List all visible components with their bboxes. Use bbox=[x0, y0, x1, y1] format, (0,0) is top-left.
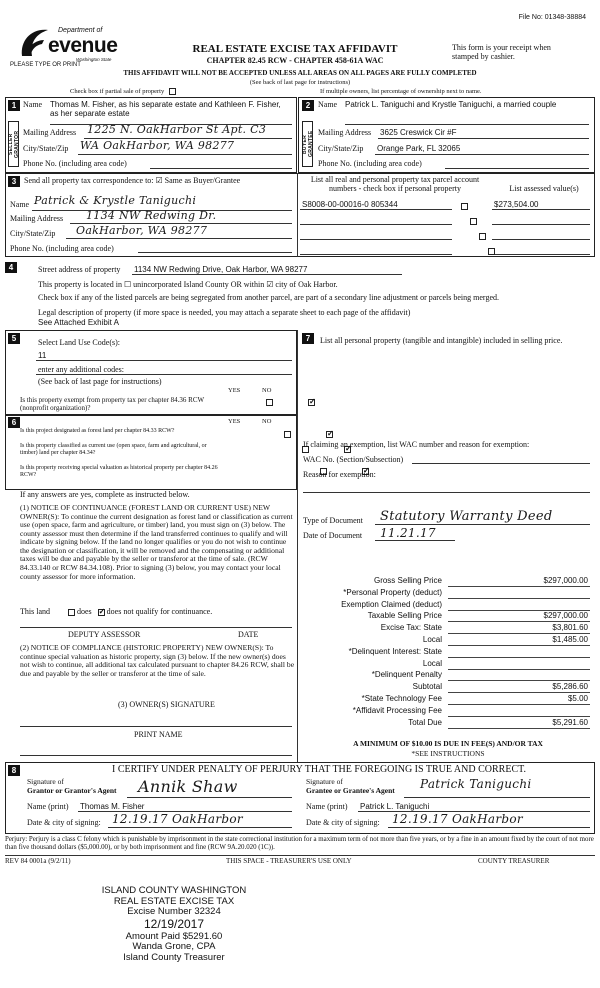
buyer-mailing: 3625 Creswick Cir #F bbox=[380, 128, 457, 137]
seller-city: WA OakHarbor, WA 98277 bbox=[80, 139, 235, 152]
seller-phone-label: Phone No. (including area code) bbox=[23, 159, 127, 168]
owner-signature-label: (3) OWNER(S) SIGNATURE bbox=[118, 700, 215, 709]
financial-label: *Affidavit Processing Fee bbox=[352, 705, 442, 715]
s6-no: NO bbox=[262, 418, 272, 425]
grantee-name: Patrick L. Taniguchi bbox=[360, 802, 430, 811]
financial-underline bbox=[448, 728, 590, 729]
grantor-sig-label-2: Grantor or Grantor's Agent bbox=[27, 785, 117, 795]
grantor-date-label: Date & city of signing: bbox=[27, 818, 101, 827]
does-label: does bbox=[77, 607, 92, 616]
legal-description: See Attached Exhibit A bbox=[38, 318, 119, 327]
exempt-no-checkbox[interactable] bbox=[308, 399, 315, 406]
print-name-label: PRINT NAME bbox=[134, 730, 183, 739]
stamp-line-1: ISLAND COUNTY WASHINGTON bbox=[101, 885, 247, 896]
s3-name: Patrick & Krystle Taniguchi bbox=[34, 194, 197, 207]
grantor-sig-label bbox=[27, 778, 117, 795]
buyer-phone-label: Phone No. (including area code) bbox=[318, 159, 422, 168]
financial-label: Excise Tax: State bbox=[380, 623, 442, 633]
wac-label: WAC No. (Section/Subsection) bbox=[303, 455, 404, 464]
street-address: 1134 NW Redwing Drive, Oak Harbor, WA 98277 bbox=[134, 265, 308, 274]
financial-label: *Delinquent Interest: State bbox=[348, 646, 442, 656]
does-not-label: does not bbox=[106, 607, 134, 616]
s5-see-back: (See back of last page for instructions) bbox=[38, 377, 162, 386]
s3-phone-label: Phone No. (including area code) bbox=[10, 244, 114, 253]
s5-yes: YES bbox=[228, 387, 241, 394]
section-3-number: 3 bbox=[8, 176, 20, 187]
certify-statement: I CERTIFY UNDER PENALTY OF PERJURY THAT THE FOREGOING IS TRUE AND CORRECT. bbox=[112, 764, 526, 775]
grantor-name: Thomas M. Fisher bbox=[80, 802, 145, 811]
file-number: File No: 01348-38884 bbox=[518, 14, 586, 21]
stamp-line-3: Excise Number 32324 bbox=[127, 906, 221, 918]
stamp-line-4: 12/19/2017 bbox=[143, 917, 205, 932]
parcel-header: List all real and personal property tax parcel account numbers - check box if personal property bbox=[310, 175, 480, 194]
if-yes-note: If any answers are yes, complete as instructed below. bbox=[20, 490, 190, 499]
s3-mailing-label: Mailing Address bbox=[10, 214, 64, 223]
financial-value: $3,801.60 bbox=[552, 623, 588, 633]
receipt-note: This form is your receipt when stamped by cashier. bbox=[452, 43, 551, 62]
forest-yes-checkbox[interactable] bbox=[284, 431, 291, 438]
seller-mailing-label: Mailing Address bbox=[23, 128, 77, 137]
exemption-label: If claiming an exemption, list WAC number and reason for exemption: bbox=[303, 440, 530, 449]
stamp-line-7: Island County Treasurer bbox=[123, 952, 225, 964]
parcel-personal-checkbox-4[interactable] bbox=[488, 248, 495, 255]
financial-label: Taxable Selling Price bbox=[367, 611, 442, 621]
minimum-due-note: A MINIMUM OF $10.00 IS DUE IN FEE(S) AND/OR TAX bbox=[353, 739, 543, 748]
parcel-personal-checkbox-2[interactable] bbox=[470, 218, 477, 225]
financial-row bbox=[300, 588, 596, 599]
doc-date-label: Date of Document bbox=[303, 531, 363, 540]
seller-name-label: Name bbox=[23, 100, 43, 109]
form-title: REAL ESTATE EXCISE TAX AFFIDAVIT bbox=[192, 43, 398, 55]
additional-codes-label: enter any additional codes: bbox=[38, 365, 124, 374]
financial-row bbox=[300, 682, 596, 693]
financial-row bbox=[300, 623, 596, 634]
grantor-sig-label-1: Signature of bbox=[27, 777, 64, 786]
financial-row bbox=[300, 694, 596, 705]
financial-label: Total Due bbox=[408, 717, 442, 727]
land-does-not-checkbox[interactable] bbox=[98, 609, 105, 616]
section-1-number: 1 bbox=[8, 100, 20, 111]
financial-value: $5,291.60 bbox=[552, 717, 588, 727]
financial-value: $297,000.00 bbox=[543, 611, 588, 621]
section-5-number: 5 bbox=[8, 333, 20, 344]
grantor-name-label: Name (print) bbox=[27, 802, 69, 811]
treasurer-use-only: THIS SPACE - TREASURER'S USE ONLY bbox=[226, 857, 352, 865]
seller-sidebar: SELLER GRANTOR bbox=[8, 121, 19, 167]
segregated-checkbox-label: Check box if any of the listed parcels are being segregated from another parcel, are part of a secondary line adjustment or parcels being merged. bbox=[38, 293, 499, 302]
exempt-question: Is this property exempt from property tax per chapter 84.36 RCW (nonprofit organization)? bbox=[20, 396, 204, 413]
buyer-name-label: Name bbox=[318, 100, 338, 109]
form-chapter: CHAPTER 82.45 RCW - CHAPTER 458-61A WAC bbox=[206, 56, 384, 65]
legal-description-label: Legal description of property (if more space is needed, you may attach a separate sheet to each page of the affidavit) bbox=[38, 308, 411, 317]
grantee-sig-label-2: Grantee or Grantee's Agent bbox=[306, 785, 395, 795]
grantor-date-city: 12.19.17 OakHarbor bbox=[112, 812, 243, 826]
personal-property-label: List all personal property (tangible and intangible) included in selling price. bbox=[320, 336, 563, 345]
financial-label: *Delinquent Penalty bbox=[371, 670, 442, 680]
grantee-signature: Patrick Taniguchi bbox=[420, 777, 532, 791]
seller-name: Thomas M. Fisher, as his separate estate and Kathleen F. Fisher, as her separate estate bbox=[50, 100, 281, 119]
forest-land-question: Is this project designated as forest land per chapter 84.33 RCW? bbox=[20, 428, 175, 434]
section-7-number: 7 bbox=[302, 333, 314, 344]
doc-date: 11.21.17 bbox=[380, 526, 436, 540]
s3-city: OakHarbor, WA 98277 bbox=[76, 224, 208, 237]
see-back: (See back of last page for instructions) bbox=[249, 79, 351, 86]
located-in: This property is located in ☐ unincorporated Island County OR within ☑ city of Oak Harbor. bbox=[38, 280, 338, 289]
notice-of-continuance: (1) NOTICE OF CONTINUANCE (FOREST LAND OR CURRENT USE) NEW OWNER(S): To continue the current designation as forest land or classification as current use (open space, farm and agriculture, or timber) land, you must sign on (3) below. The county assessor must then determine if the land transferred continues to qualify and will indicate by signing below. If the land no longer qualifies or you do not wish to continue the designation or classification, it will be removed and the compensating or additional taxes will be due and payable by the seller or transferor at the time of sale. (RCW 84.33.140 or RCW 84.34.108). Prior to signing (3) below, you may contact your local county assessor for more information. bbox=[20, 503, 293, 581]
notice-of-compliance: (2) NOTICE OF COMPLIANCE (HISTORIC PROPERTY) NEW OWNER(S): To continue special valuation as historic property, sign (3) below. If the new owner(s) does not wish to continue, all additional tax calculated pursuant to chapter 84.26 RCW, shall be due and payable by the seller or transferor at the time of sale. bbox=[20, 643, 295, 678]
financial-label: *State Technology Fee bbox=[361, 694, 442, 703]
grantor-signature: Annik Shaw bbox=[138, 777, 238, 796]
forest-no-checkbox[interactable] bbox=[326, 431, 333, 438]
financial-row bbox=[300, 659, 596, 670]
please-type: PLEASE TYPE OR PRINT bbox=[10, 62, 81, 68]
parcel-personal-checkbox-1[interactable] bbox=[461, 203, 468, 210]
financial-row bbox=[300, 670, 596, 681]
segregated-note bbox=[38, 293, 499, 302]
form-revision: REV 84 0001a (9/2/11) bbox=[5, 857, 71, 865]
s6-yes: YES bbox=[228, 418, 241, 425]
parcel-number: S8008-00-00016-0 805344 bbox=[302, 200, 398, 209]
section-2-number: 2 bbox=[302, 100, 314, 111]
seller-city-label: City/State/Zip bbox=[23, 144, 69, 153]
historic-question: Is this property receiving special valuation as historical property per chapter 84.26 RCW? bbox=[20, 465, 218, 478]
revenue-logo-mark bbox=[18, 26, 50, 60]
parcel-personal-checkbox-3[interactable] bbox=[479, 233, 486, 240]
grantee-sig-label-1: Signature of bbox=[306, 777, 343, 786]
financial-label: Local bbox=[422, 658, 442, 668]
financial-value: $5,286.60 bbox=[552, 682, 588, 692]
financial-value: $1,485.00 bbox=[552, 635, 588, 644]
section-6-number: 6 bbox=[8, 417, 20, 428]
land-use-label: Select Land Use Code(s): bbox=[38, 338, 120, 347]
doc-type: Statutory Warranty Deed bbox=[380, 509, 553, 524]
revenue-logo bbox=[18, 24, 128, 64]
stamp-line-2: REAL ESTATE EXCISE TAX bbox=[113, 895, 235, 907]
s3-mailing: 1134 NW Redwing Dr. bbox=[86, 209, 217, 222]
grantee-sig-label bbox=[306, 778, 395, 795]
logo-dept-line: Department of bbox=[58, 27, 103, 34]
doc-type-label: Type of Document bbox=[303, 516, 363, 525]
buyer-sidebar: BUYER GRANTEE bbox=[302, 121, 313, 167]
financial-row bbox=[300, 611, 596, 622]
financial-row bbox=[300, 706, 596, 717]
deputy-assessor-label: DEPUTY ASSESSOR bbox=[68, 630, 141, 639]
current-use-question: Is this property classified as current use (open space, farm and agricultural, or timber) land per chapter 84.34? bbox=[20, 443, 207, 456]
section-8-number: 8 bbox=[8, 765, 20, 776]
buyer-city: Orange Park, FL 32065 bbox=[377, 144, 461, 153]
perjury-statement: Perjury: Perjury is a class C felony which is punishable by imprisonment in the state correctional institution for a maximum term of not more than five years, or by a fine in an amount fixed by the court of not more than five thousand dollars ($5,000.00), or by both imprisonment and fine (RCW 9A.20.020 (1C)). bbox=[5, 836, 594, 851]
section-4-number: 4 bbox=[5, 262, 17, 273]
financial-label: Local bbox=[422, 635, 442, 644]
logo-state: Washington State bbox=[76, 57, 112, 62]
financial-row bbox=[300, 576, 596, 587]
buyer-name: Patrick L. Taniguchi and Krystle Taniguchi, a married couple bbox=[345, 100, 557, 109]
reason-label: Reason for exemption: bbox=[303, 470, 376, 479]
county-treasurer: COUNTY TREASURER bbox=[478, 857, 550, 865]
stamp-line-6: Wanda Grone, CPA bbox=[132, 941, 216, 953]
treasurer-stamp bbox=[84, 886, 264, 964]
partial-sale-checkbox[interactable] bbox=[169, 88, 176, 95]
financial-label: Gross Selling Price bbox=[373, 576, 442, 585]
financial-value: $297,000.00 bbox=[543, 576, 588, 585]
seller-mailing: 1225 N. OakHarbor St Apt. C3 bbox=[87, 123, 267, 136]
see-instructions: *SEE INSTRUCTIONS bbox=[411, 749, 485, 758]
this-land-label: This land bbox=[20, 607, 50, 616]
this-land-row bbox=[20, 607, 212, 616]
s3-name-label: Name bbox=[10, 200, 30, 209]
financial-label: Exemption Claimed (deduct) bbox=[341, 599, 442, 609]
grantee-date-city: 12.19.17 OakHarbor bbox=[392, 812, 523, 826]
s3-city-label: City/State/Zip bbox=[10, 229, 56, 238]
assessed-header: List assessed value(s) bbox=[509, 184, 579, 193]
partial-sale-label: Check box if partial sale of property bbox=[70, 88, 165, 95]
grantee-date-label: Date & city of signing: bbox=[306, 818, 380, 827]
financial-row bbox=[300, 647, 596, 658]
logo-name: evenue bbox=[48, 34, 118, 57]
financial-label: Subtotal bbox=[412, 682, 442, 692]
financial-label: *Personal Property (deduct) bbox=[343, 587, 442, 597]
financial-row bbox=[300, 635, 596, 646]
financial-row bbox=[300, 718, 596, 729]
assessed-value: $273,504.00 bbox=[494, 200, 539, 209]
grantee-name-label: Name (print) bbox=[306, 802, 348, 811]
financial-value: $5.00 bbox=[567, 694, 588, 703]
date-label: DATE bbox=[238, 630, 259, 639]
qualify-label: qualify for continuance. bbox=[135, 607, 213, 616]
land-does-checkbox[interactable] bbox=[68, 609, 75, 616]
financial-row bbox=[300, 600, 596, 611]
exempt-yes-checkbox[interactable] bbox=[266, 399, 273, 406]
land-use-code: 11 bbox=[38, 351, 47, 360]
stamp-line-5: Amount Paid $5291.60 bbox=[125, 930, 223, 942]
street-label: Street address of property bbox=[38, 265, 121, 274]
buyer-city-label: City/State/Zip bbox=[318, 144, 364, 153]
tax-correspondence-header: Send all property tax correspondence to: ☑ Same as Buyer/Grantee bbox=[24, 176, 241, 185]
multiple-owners: If multiple owners, list percentage of ownership next to name. bbox=[320, 88, 482, 95]
partial-sale-row bbox=[70, 88, 176, 95]
s5-no: NO bbox=[262, 387, 272, 394]
buyer-mailing-label: Mailing Address bbox=[318, 128, 372, 137]
warning: THIS AFFIDAVIT WILL NOT BE ACCEPTED UNLESS ALL AREAS ON ALL PAGES ARE FULLY COMPLETED bbox=[123, 69, 477, 77]
